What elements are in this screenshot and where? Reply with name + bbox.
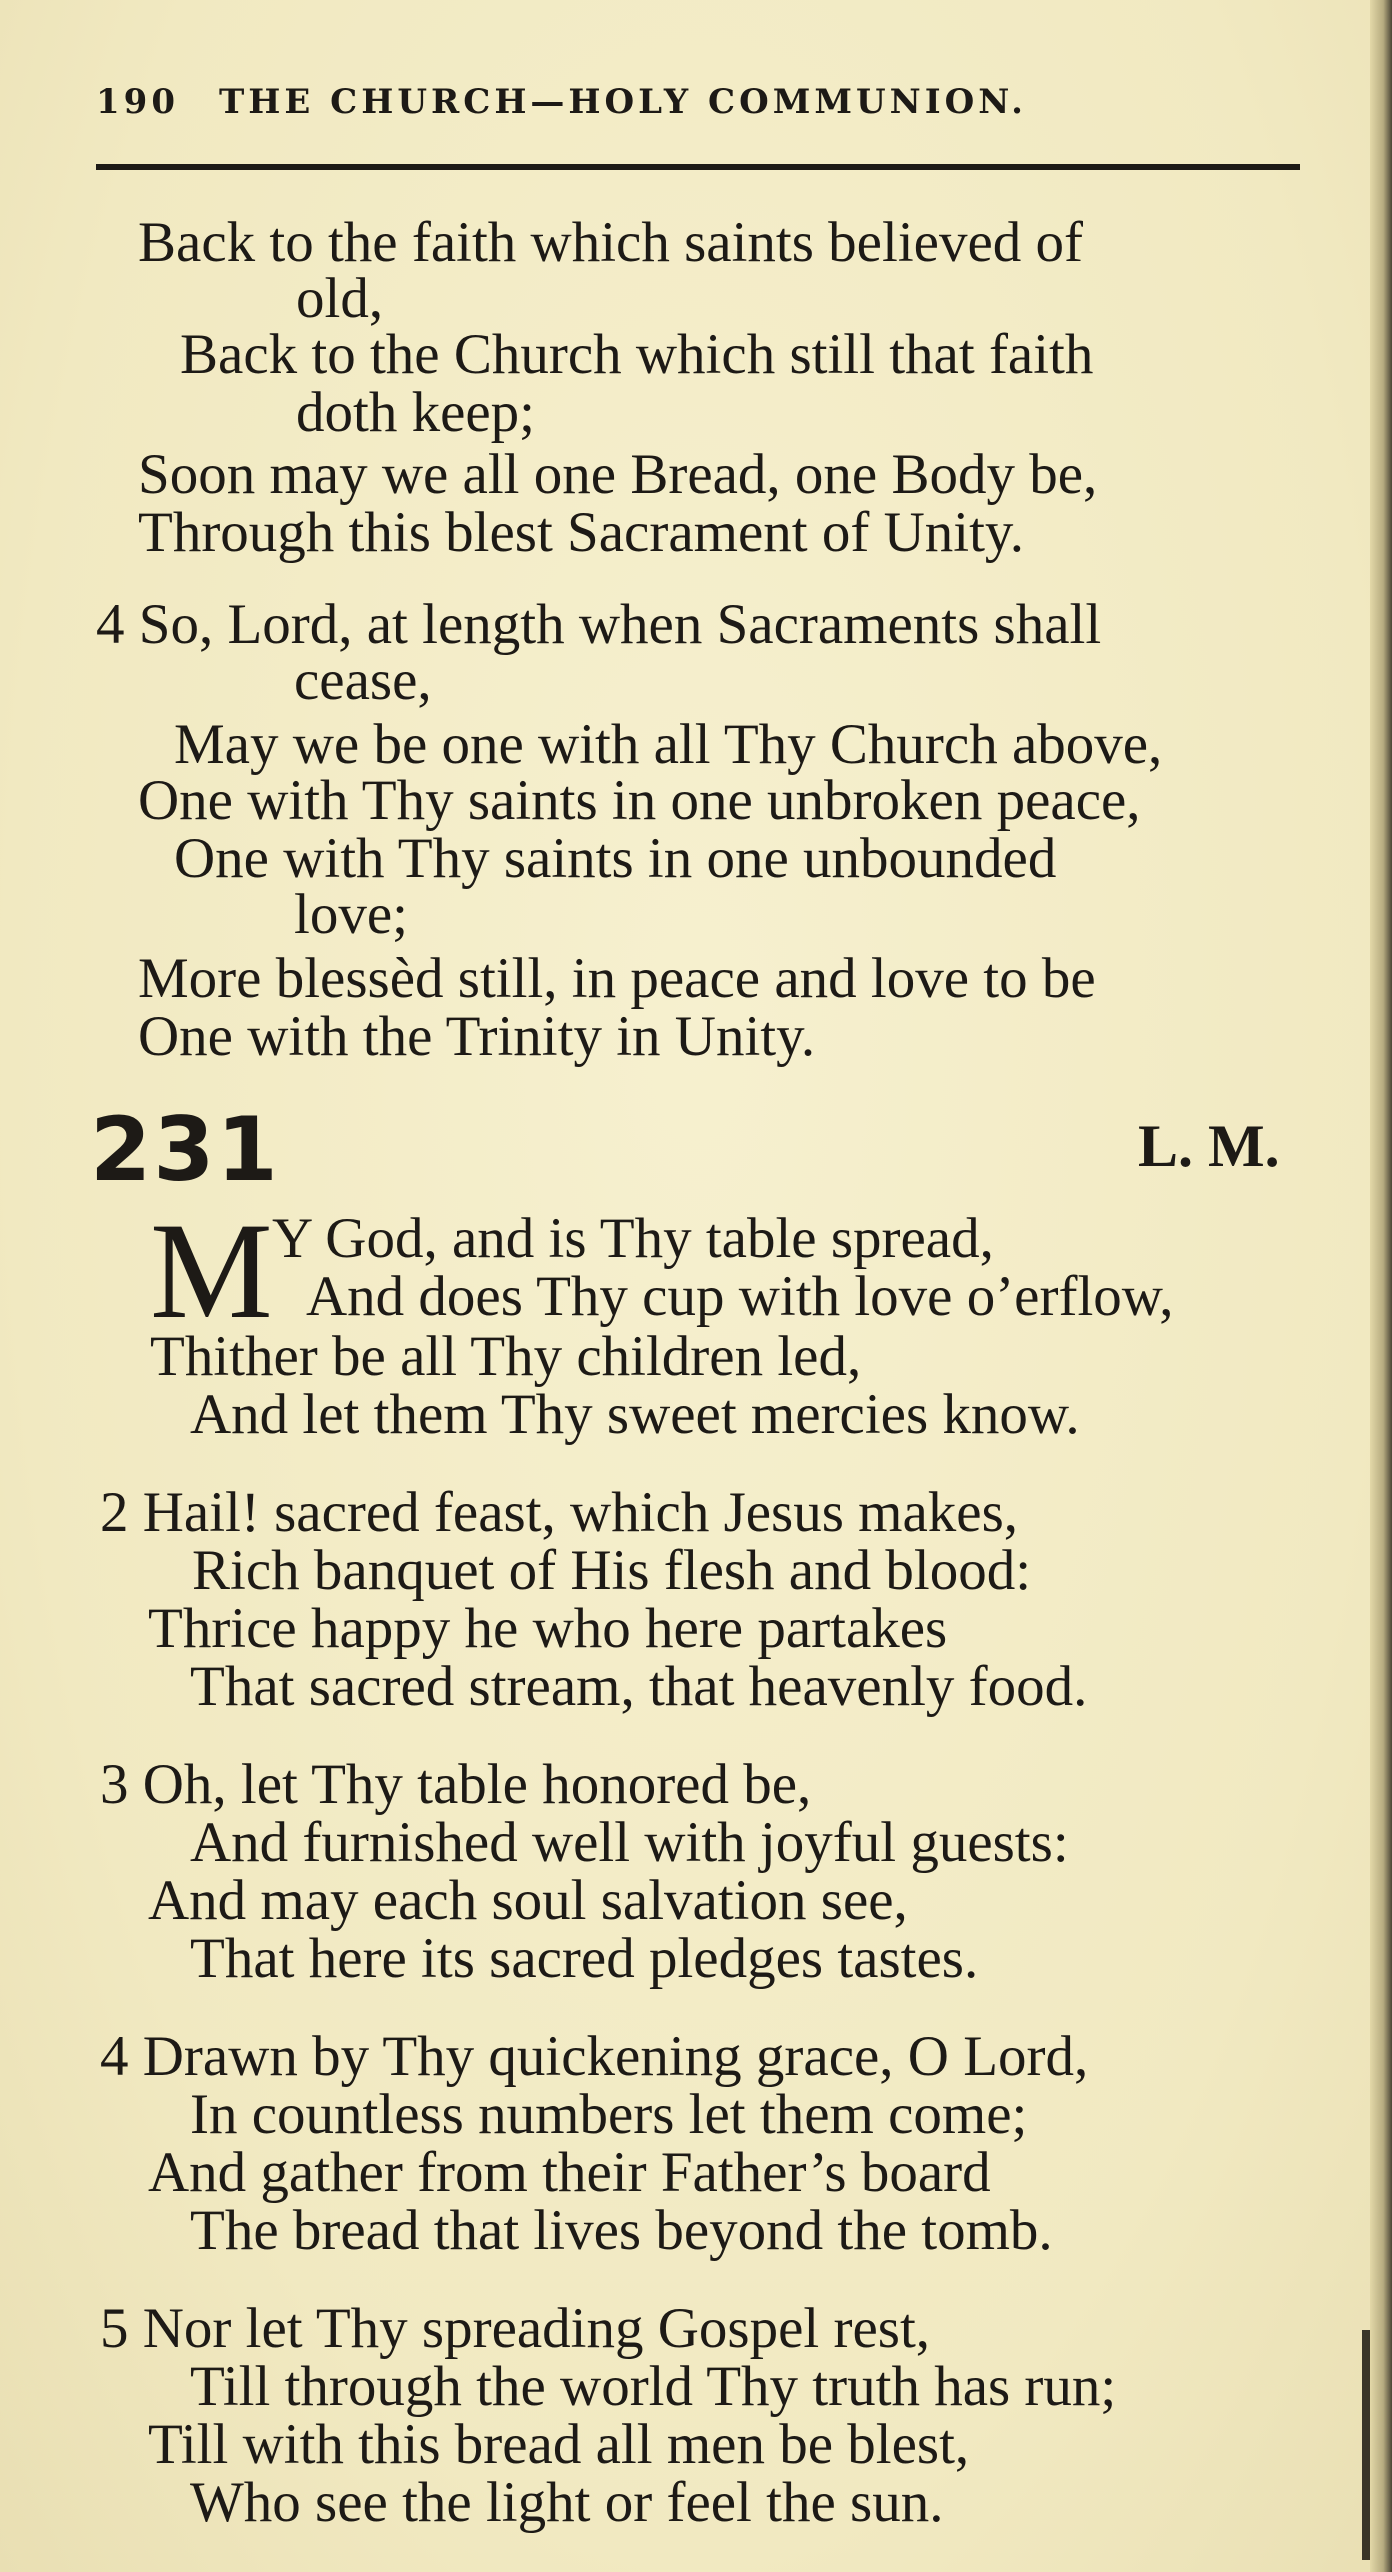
verse-line: Soon may we all one Bread, one Body be, xyxy=(138,443,1098,506)
verse-line: And furnished well with joyful guests: xyxy=(190,1811,1069,1874)
verse-line: That here its sacred pledges tastes. xyxy=(190,1927,979,1990)
verse-line: And does Thy cup with love o’erflow, xyxy=(306,1265,1174,1328)
verse-line: The bread that lives beyond the tomb. xyxy=(190,2199,1053,2262)
verse-line: Y God, and is Thy table spread, xyxy=(272,1207,994,1270)
verse-line: love; xyxy=(294,883,408,946)
running-title: THE CHURCH—HOLY COMMUNION. xyxy=(218,82,1027,122)
verse-line: And let them Thy sweet mercies know. xyxy=(190,1383,1080,1446)
verse-line: Rich banquet of His flesh and blood: xyxy=(192,1539,1032,1602)
verse-line: Back to the Church which still that faith xyxy=(180,323,1094,386)
verse-line: More blessèd still, in peace and love to be xyxy=(138,947,1096,1010)
verse-line: Through this blest Sacrament of Unity. xyxy=(138,501,1024,564)
verse-line: One with Thy saints in one unbroken peace, xyxy=(138,769,1141,832)
verse-line: 2 Hail! sacred feast, which Jesus makes, xyxy=(100,1481,1019,1544)
verse-line: May we be one with all Thy Church above, xyxy=(174,713,1163,776)
verse-line: That sacred stream, that heavenly food. xyxy=(190,1655,1088,1718)
verse-line: In countless numbers let them come; xyxy=(190,2083,1028,2146)
verse-line: 4 So, Lord, at length when Sacraments shall xyxy=(96,593,1102,656)
verse-line: 4 Drawn by Thy quickening grace, O Lord, xyxy=(100,2025,1089,2088)
verse-line: Till with this bread all men be blest, xyxy=(148,2413,970,2476)
verse-line: And may each soul salvation see, xyxy=(148,1869,908,1932)
verse-line: And gather from their Father’s board xyxy=(148,2141,991,2204)
verse-line: Back to the faith which saints believed of xyxy=(138,211,1083,274)
verse-line: Thither be all Thy children led, xyxy=(150,1325,862,1388)
verse-line: Thrice happy he who here partakes xyxy=(148,1597,948,1660)
verse-line: old, xyxy=(296,267,384,330)
page-number: 190 xyxy=(96,82,179,122)
verse-line: One with Thy saints in one unbounded xyxy=(174,827,1057,890)
verse-line: Till through the world Thy truth has run; xyxy=(190,2355,1117,2418)
header-rule xyxy=(96,164,1300,170)
verse-line: One with the Trinity in Unity. xyxy=(138,1005,816,1068)
verse-line: 3 Oh, let Thy table honored be, xyxy=(100,1753,812,1816)
hymn-meter: L. M. xyxy=(1138,1113,1280,1179)
verse-line: 5 Nor let Thy spreading Gospel rest, xyxy=(100,2297,931,2360)
verse-line: Who see the light or feel the sun. xyxy=(190,2471,944,2534)
page-edge-shadow xyxy=(1370,0,1392,2572)
running-header xyxy=(96,82,1027,122)
drop-cap: M xyxy=(150,1194,273,1347)
hymn-number: 231 xyxy=(90,1098,280,1201)
page-edge-mark xyxy=(1362,2330,1370,2560)
verse-line: cease, xyxy=(294,649,432,712)
verse-line: doth keep; xyxy=(296,381,536,444)
